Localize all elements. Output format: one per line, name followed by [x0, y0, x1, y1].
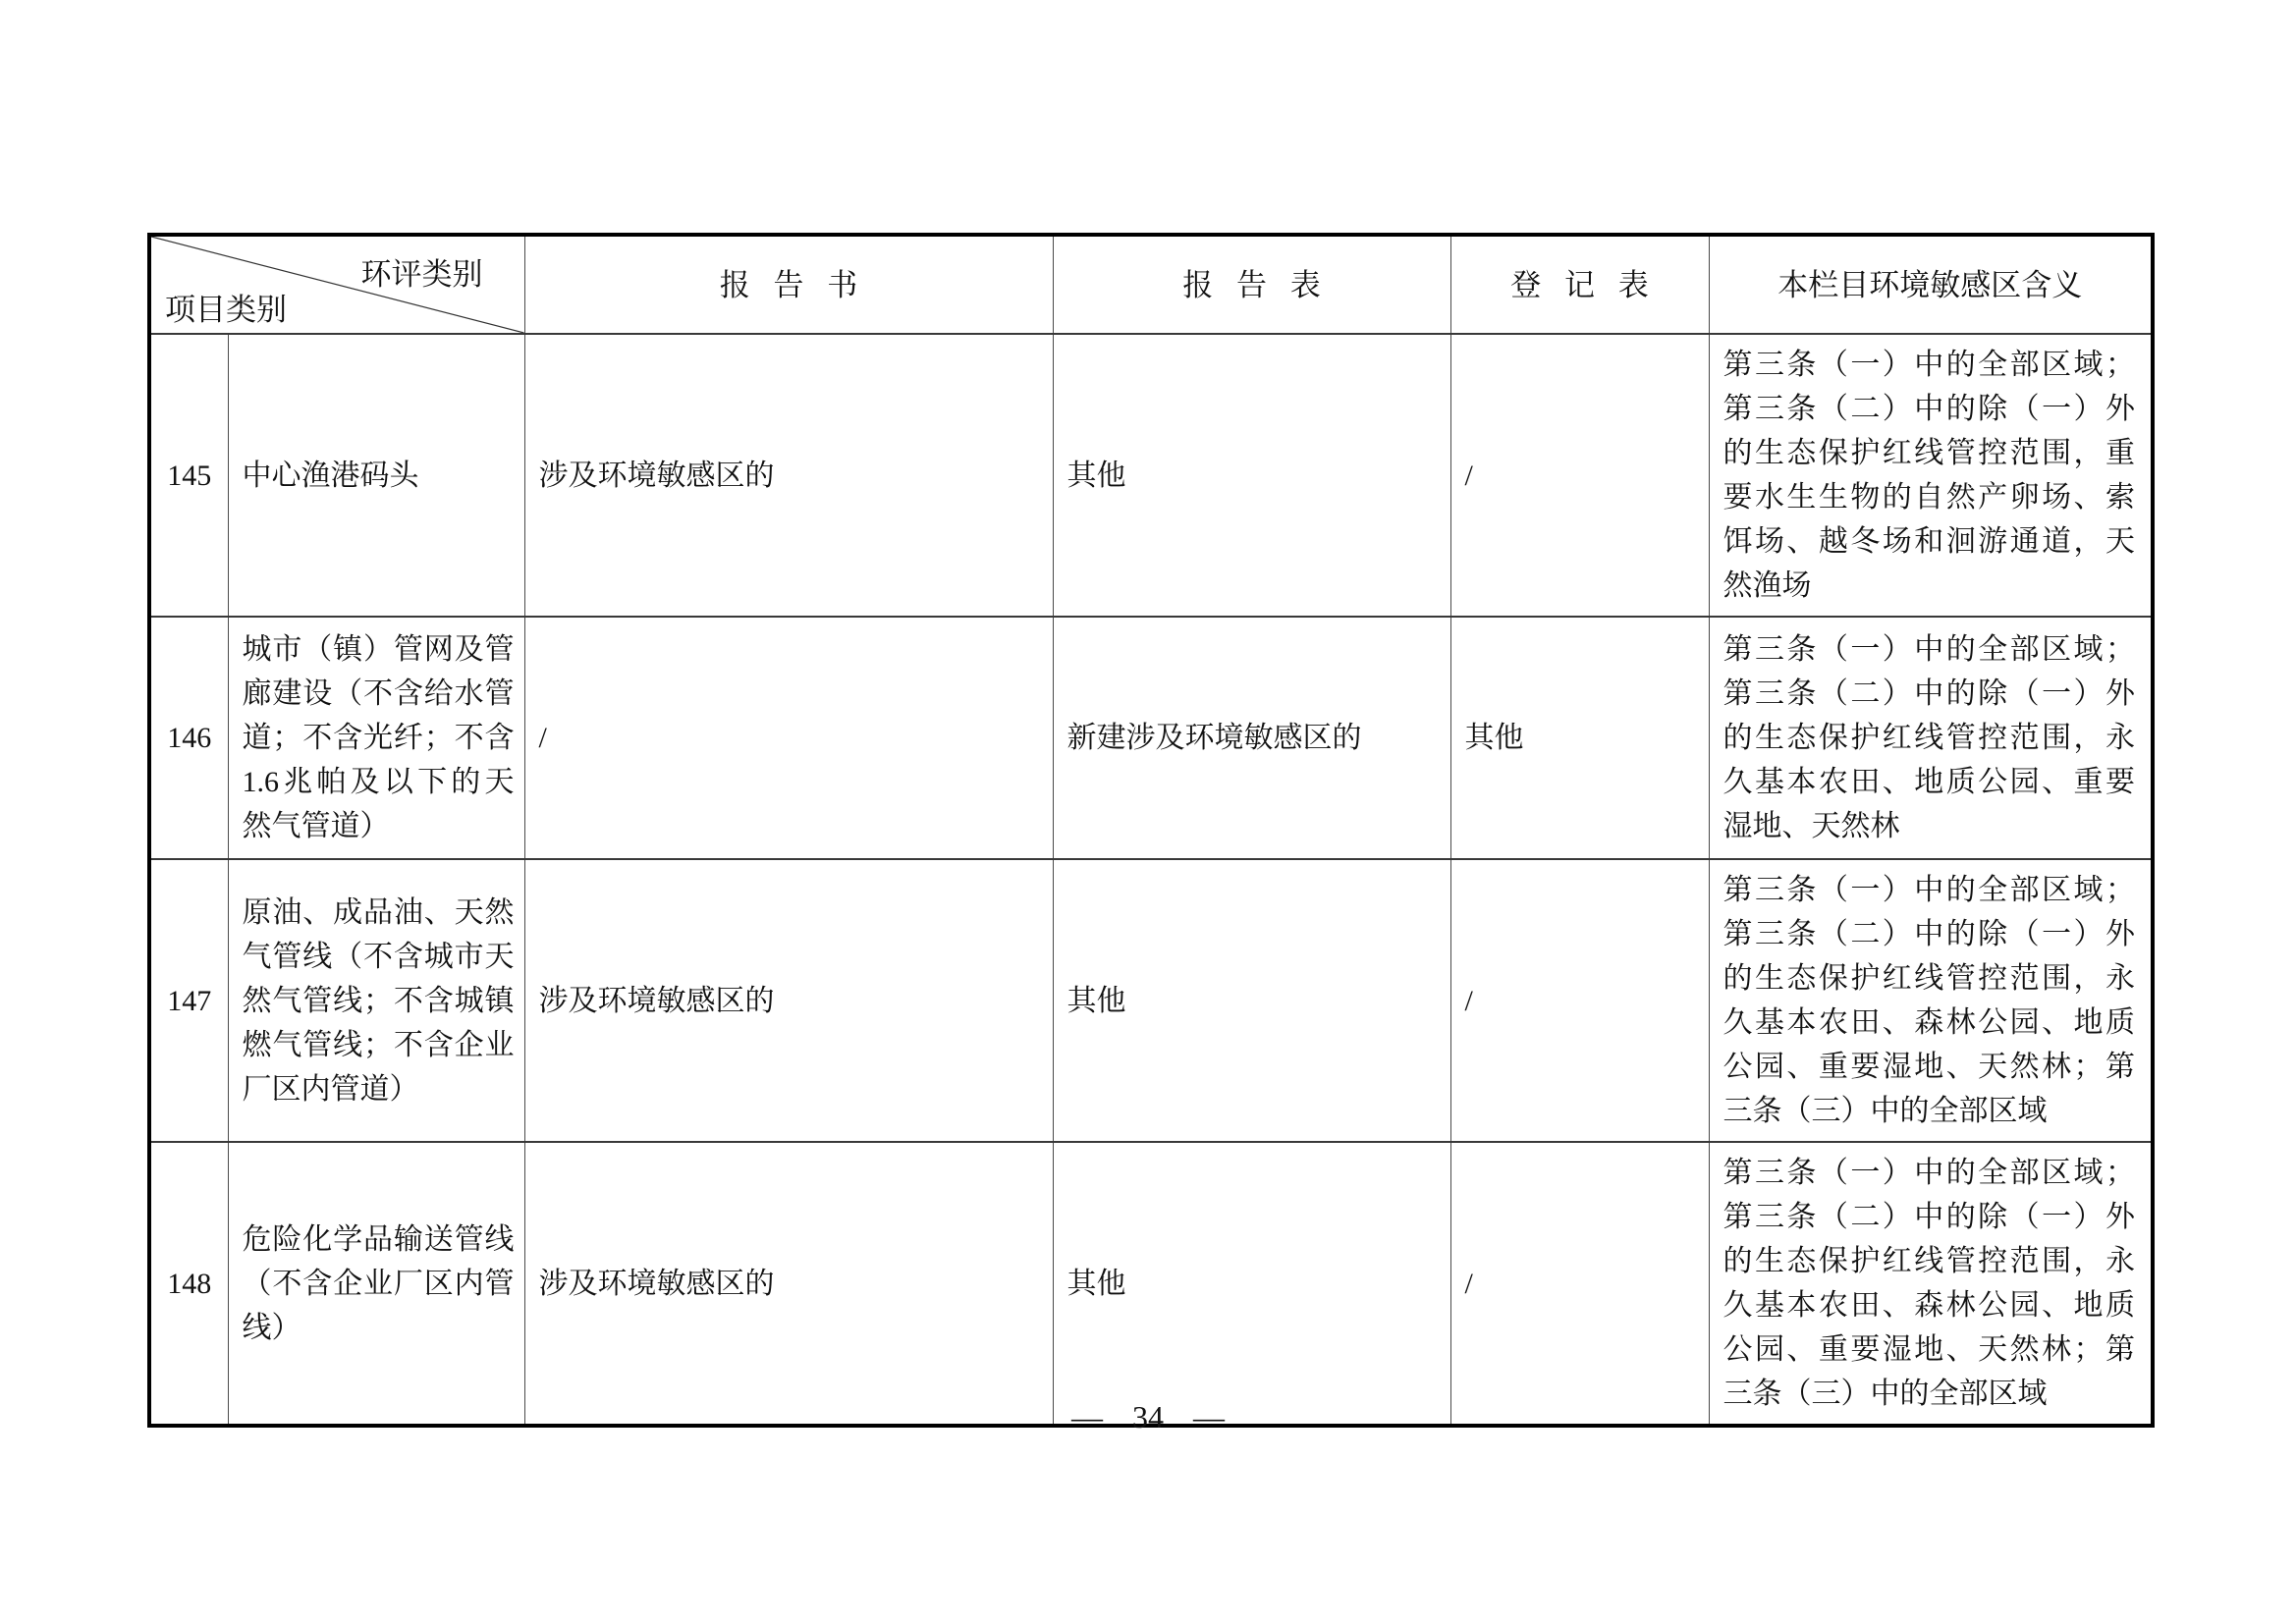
- sensitive-area-meaning-cell: 第三条（一）中的全部区域；第三条（二）中的除（一）外的生态保护红线管控范围，重要水生生物的自然产卵场、索饵场、越冬场和洄游通道，天然渔场: [1709, 334, 2153, 617]
- table-row: [149, 1142, 2153, 1426]
- registration-form-cell: /: [1450, 859, 1709, 1142]
- project-category-cell: 中心渔港码头: [228, 334, 524, 617]
- header-report-form: 报 告 表: [1053, 235, 1450, 334]
- footer-right-dash: —: [1193, 1399, 1225, 1434]
- header-eia-category-label: 环评类别: [360, 257, 483, 292]
- header-report-book: 报 告 书: [524, 235, 1053, 334]
- project-category-cell: 危险化学品输送管线（不含企业厂区内管线）: [228, 1142, 524, 1426]
- report-book-cell: /: [524, 617, 1053, 859]
- report-form-cell: 其他: [1053, 859, 1450, 1142]
- project-category-cell: 原油、成品油、天然气管线（不含城市天然气管线；不含城镇燃气管线；不含企业厂区内管道）: [228, 859, 524, 1142]
- registration-form-cell: /: [1450, 1142, 1709, 1426]
- report-form-cell: 其他: [1053, 1142, 1450, 1426]
- sensitive-area-meaning-cell: 第三条（一）中的全部区域；第三条（二）中的除（一）外的生态保护红线管控范围，永久基本农田、森林公园、地质公园、重要湿地、天然林；第三条（三）中的全部区域: [1709, 859, 2153, 1142]
- row-id: 146: [149, 617, 228, 859]
- table-row: [149, 334, 2153, 617]
- table-row: [149, 617, 2153, 859]
- row-id: 147: [149, 859, 228, 1142]
- project-category-cell: 城市（镇）管网及管廊建设（不含给水管道；不含光纤；不含1.6兆帕及以下的天然气管道）: [228, 617, 524, 859]
- table-row: [149, 859, 2153, 1142]
- sensitive-area-meaning-cell: 第三条（一）中的全部区域；第三条（二）中的除（一）外的生态保护红线管控范围，永久基本农田、地质公园、重要湿地、天然林: [1709, 617, 2153, 859]
- sensitive-area-meaning-cell: 第三条（一）中的全部区域；第三条（二）中的除（一）外的生态保护红线管控范围，永久基本农田、森林公园、地质公园、重要湿地、天然林；第三条（三）中的全部区域: [1709, 1142, 2153, 1426]
- page-number: 34: [1132, 1399, 1164, 1434]
- header-project-category-label: 项目类别: [165, 293, 287, 327]
- registration-form-cell: 其他: [1450, 617, 1709, 859]
- registration-form-cell: /: [1450, 334, 1709, 617]
- row-id: 148: [149, 1142, 228, 1426]
- report-form-cell: 其他: [1053, 334, 1450, 617]
- diagonal-header-cell: [149, 235, 524, 334]
- header-registration-form: 登 记 表: [1450, 235, 1709, 334]
- report-form-cell: 新建涉及环境敏感区的: [1053, 617, 1450, 859]
- report-book-cell: 涉及环境敏感区的: [524, 859, 1053, 1142]
- report-book-cell: 涉及环境敏感区的: [524, 1142, 1053, 1426]
- eia-category-table: [147, 233, 2155, 1428]
- table-header-row: [149, 235, 2153, 334]
- row-id: 145: [149, 334, 228, 617]
- footer-left-dash: —: [1071, 1399, 1103, 1434]
- page-footer: [0, 1399, 2296, 1435]
- header-sensitive-area-meaning: 本栏目环境敏感区含义: [1709, 235, 2153, 334]
- report-book-cell: 涉及环境敏感区的: [524, 334, 1053, 617]
